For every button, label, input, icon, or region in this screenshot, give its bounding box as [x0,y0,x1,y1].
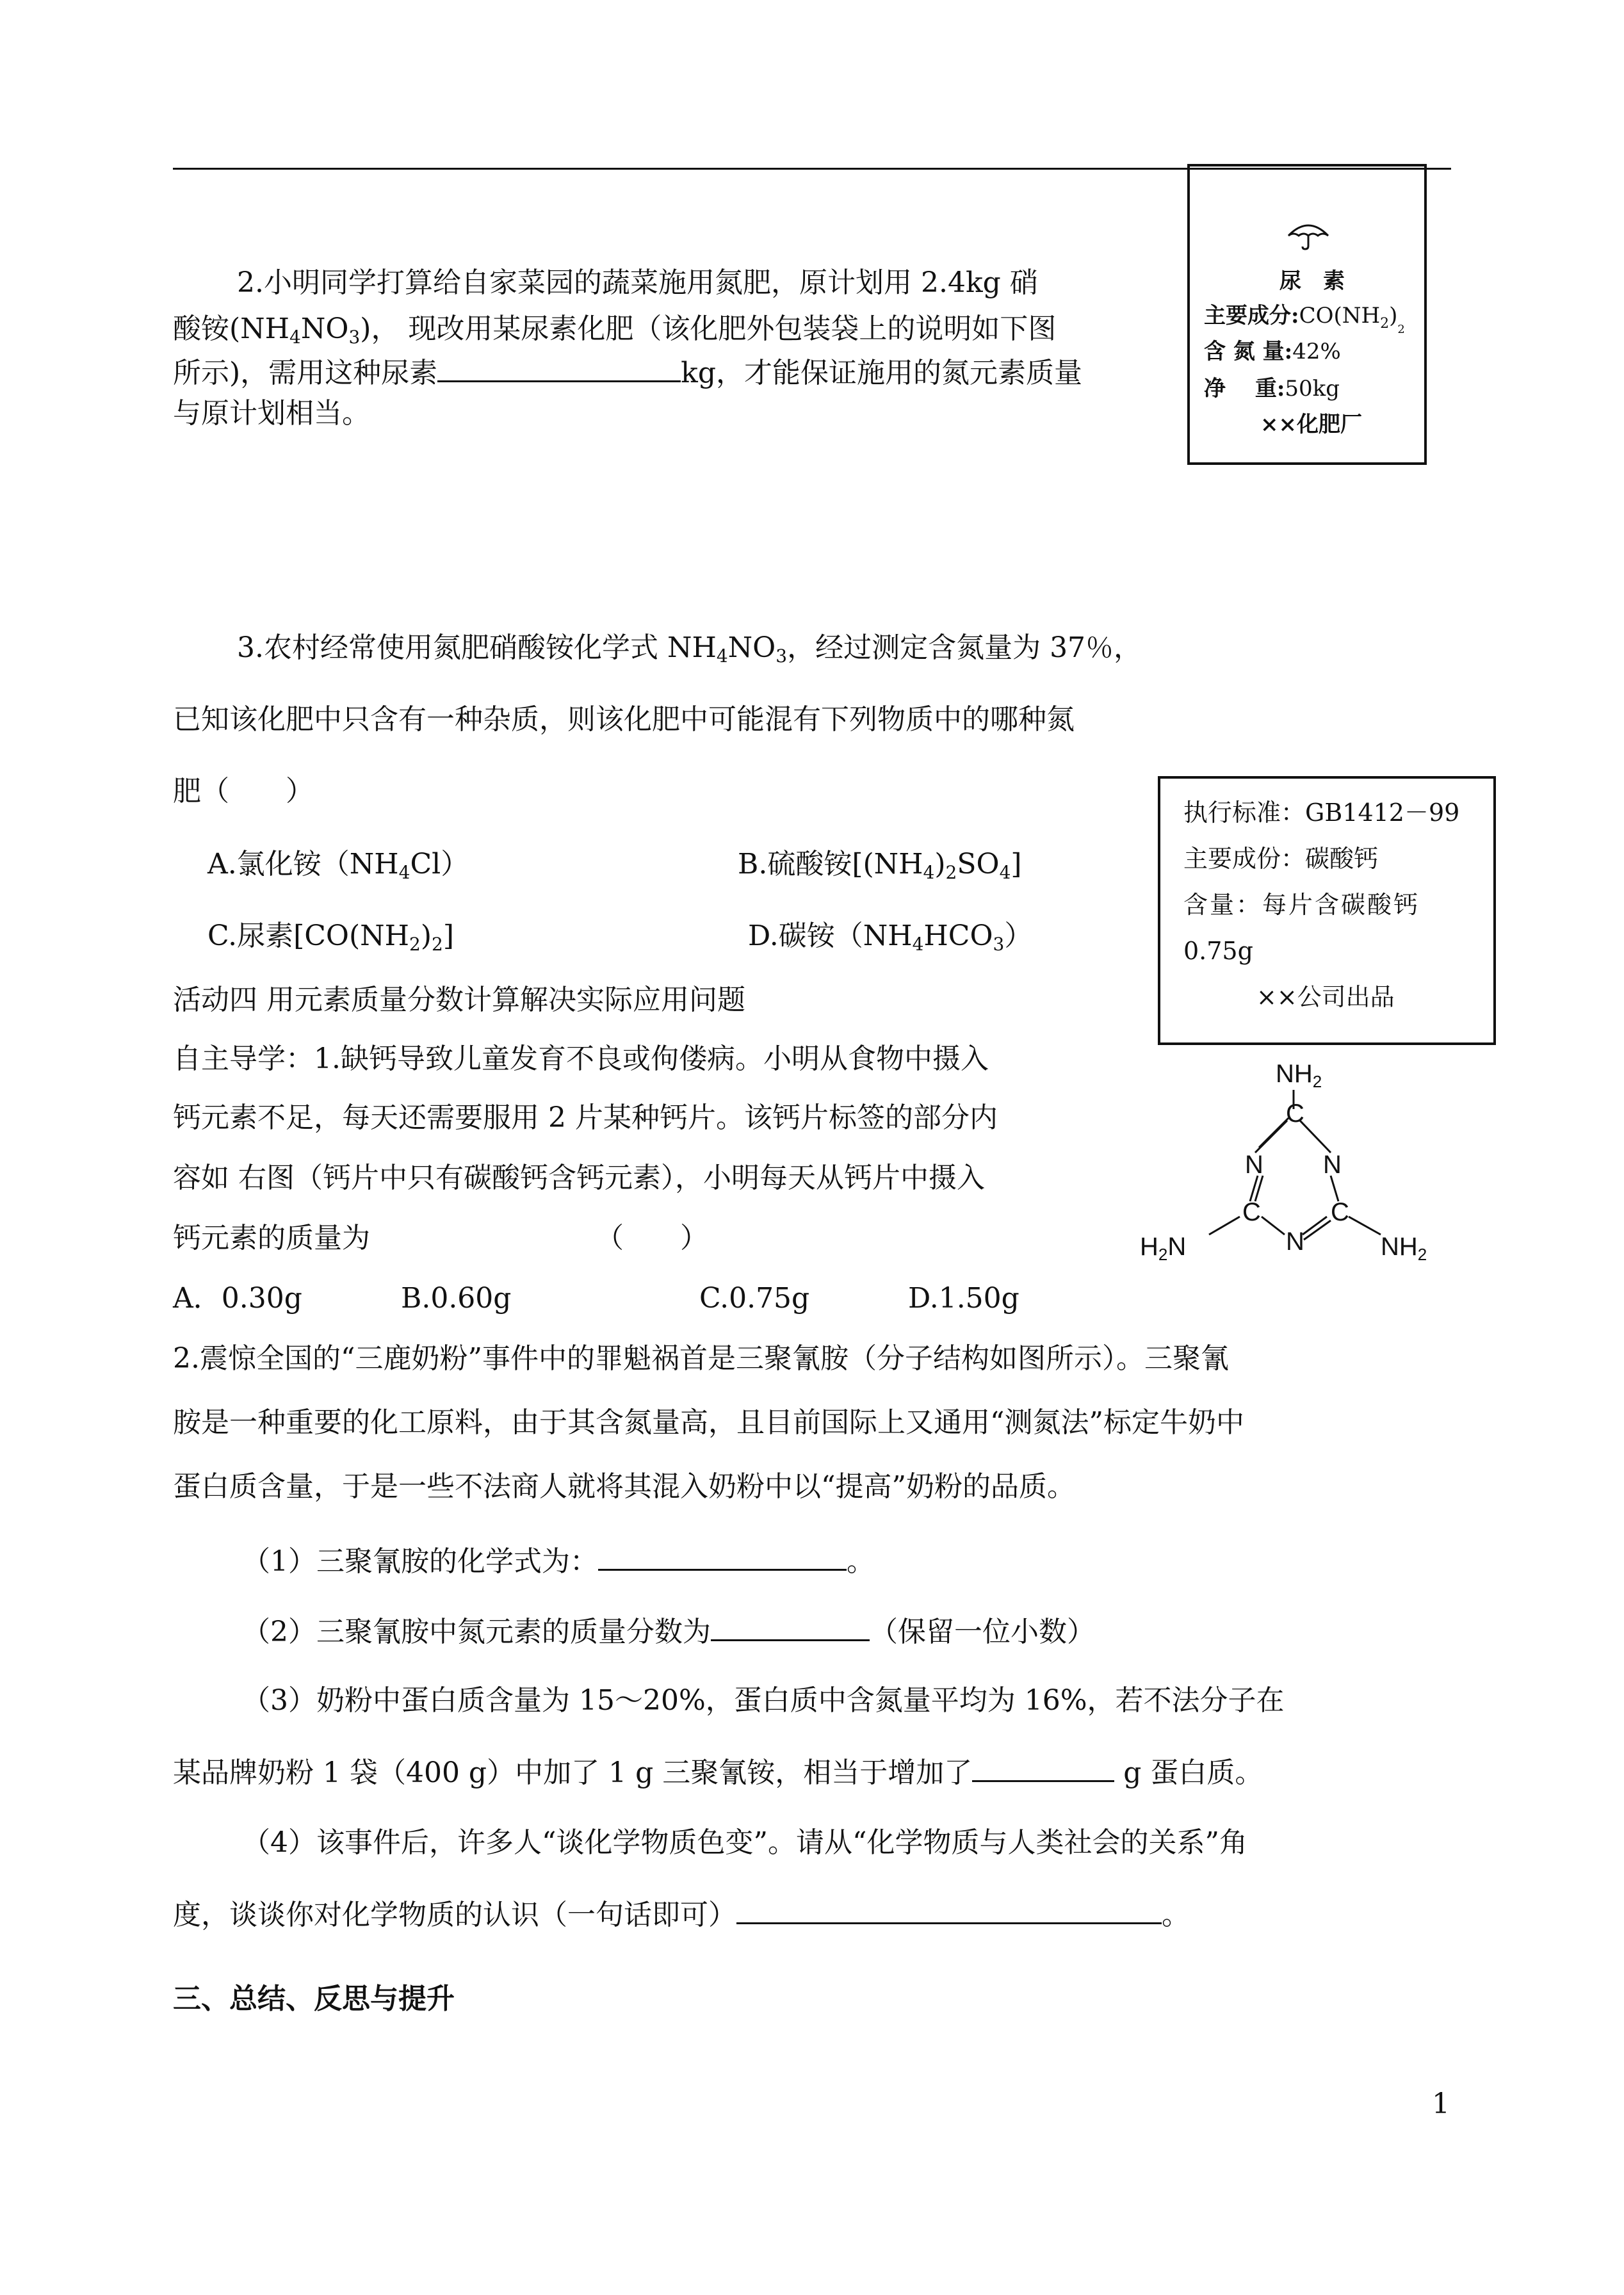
activity4-line2: 钙元素不足，每天还需要服用 2 片某种钙片。该钙片标签的部分内 [173,1101,998,1134]
q3-option-d[interactable]: D.碳铵$(NH_4HCO_3)$ [748,920,1033,955]
activity4-line1: 自主导学：1.缺钙导致儿童发育不良或佝偻病。小明从食物中摄入 [173,1042,989,1075]
melamine-nh2-top: $NH_2$ [1276,1060,1322,1091]
answer-blank-mass-fraction[interactable] [711,1616,870,1641]
urea-maker: ××化肥厂 [1260,412,1362,437]
activity4-option-a[interactable]: A．0.30g [173,1282,302,1315]
q3-option-c[interactable]: C.尿素$[CO(NH_2)_2]$ [207,920,455,955]
calcium-amount: 0.75g [1183,937,1253,965]
answer-blank-protein[interactable] [972,1757,1114,1782]
melamine-c-top: C [1286,1099,1304,1128]
q2-line4: 与原计划相当。 [173,397,370,430]
activity4-option-d[interactable]: D.1.50g [908,1282,1019,1315]
q2b-sub3-line1: （3）奶粉中蛋白质含量为 15～20%，蛋白质中含氮量平均为 16%，若不法分子在 [242,1684,1285,1717]
urea-weight: 净 重:50kg [1204,376,1340,401]
melamine-nh2-right: $NH_2$ [1381,1233,1427,1264]
urea-ingredient: 主要成分$:CO(NH_2)_2$ [1204,303,1405,336]
q2-line3: 所示)，需用这种尿素 kg，才能保证施用的氮元素质量 [173,357,1082,389]
calcium-content: 含量：每片含碳酸钙 [1183,891,1420,919]
q3-option-a[interactable]: A.氯化铵$(NH_4Cl)$ [207,848,469,883]
activity4-line4: 钙元素的质量为 [173,1222,370,1254]
melamine-h2n-left: $H_2N$ [1140,1233,1187,1264]
activity4-line3: 容如 右图（钙片中只有碳酸钙含钙元素），小明每天从钙片中摄入 [173,1162,985,1194]
calcium-maker: ××公司出品 [1256,983,1395,1011]
q2b-line1: 2.震惊全国的“三鹿奶粉”事件中的罪魁祸首是三聚氰胺（分子结构如图所示）。三聚氰 [173,1342,1229,1375]
urea-label-box [1187,164,1427,465]
q2b-sub4-line2: 度，谈谈你对化学物质的认识（一句话即可） 。 [173,1899,1190,1931]
q3-line2: 已知该化肥中只含有一种杂质，则该化肥中可能混有下列物质中的哪种氮 [173,703,1075,736]
q2b-line2: 胺是一种重要的化工原料，由于其含氮量高，且目前国际上又通用“测氮法”标定牛奶中 [173,1406,1244,1439]
urea-nitrogen: 含 氮 量:42% [1204,339,1341,364]
umbrella-icon [1286,219,1331,251]
activity4-heading: 活动四 用元素质量分数计算解决实际应用问题 [173,984,745,1016]
q2-line1: 2.小明同学打算给自家菜园的蔬菜施用氮肥，原计划用 2.4kg 硝 [237,266,1038,299]
activity4-paren: （ ） [596,1222,708,1254]
q2b-sub4-line1: （4）该事件后，许多人“谈化学物质色变”。请从“化学物质与人类社会的关系”角 [242,1826,1247,1859]
answer-blank-formula[interactable] [598,1546,847,1571]
section3-heading: 三、总结、反思与提升 [173,1983,455,2015]
q3-option-b[interactable]: B.硫酸铵$[(NH_4)_2SO_4]$ [738,848,1022,883]
answer-blank-opinion[interactable] [736,1899,1162,1924]
q3-line1: 3.农村经常使用氮肥硝酸铵化学式 $NH_4NO_3$，经过测定含氮量为 37％， [237,631,1142,667]
calcium-label-box [1158,776,1496,1045]
q2-line2: 酸铵$(NH_4NO_3)$， 现改用某尿素化肥（该化肥外包装袋上的说明如下图 [173,312,1057,348]
q2b-sub3-line2: 某品牌奶粉 1 袋（400 g）中加了 1 g 三聚氰铵，相当于增加了 g 蛋白质。 [173,1756,1263,1789]
q2b-sub1: （1）三聚氰胺的化学式为： 。 [242,1545,875,1578]
urea-title: 尿 素 [1279,268,1345,294]
q2b-sub2: （2）三聚氰胺中氮元素的质量分数为 （保留一位小数） [242,1616,1095,1648]
melamine-n-right: N [1323,1151,1342,1179]
q3-line3: 肥（ ） [173,775,314,807]
activity4-option-c[interactable]: C.0.75g [699,1282,810,1315]
calcium-standard: 执行标准：GB1412－99 [1183,799,1460,827]
page-number: 1 [1432,2088,1450,2120]
calcium-ingredient: 主要成份：碳酸钙 [1183,845,1379,873]
melamine-n-bottom: N [1286,1228,1304,1256]
melamine-c-right: C [1331,1198,1349,1226]
melamine-c-left: C [1242,1198,1261,1226]
activity4-option-b[interactable]: B.0.60g [401,1282,512,1315]
melamine-n-left: N [1245,1151,1263,1179]
answer-blank-urea[interactable] [437,357,681,382]
q2b-line3: 蛋白质含量，于是一些不法商人就将其混入奶粉中以“提高”奶粉的品质。 [173,1470,1075,1503]
melamine-structure [1127,1050,1460,1281]
